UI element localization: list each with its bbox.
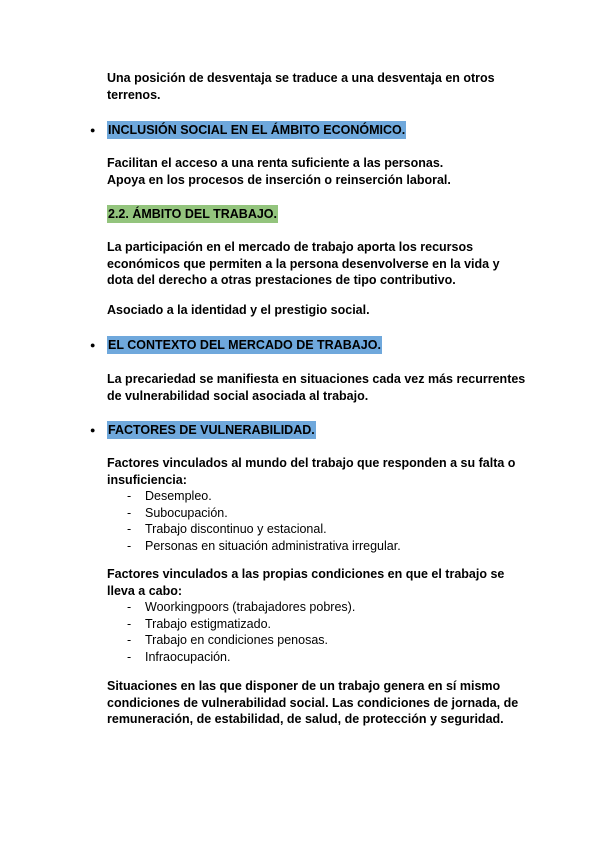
factores-condiciones-intro: Factores vinculados a las propias condiciones en que el trabajo se lleva a cabo: (107, 567, 505, 598)
list-item: - Personas en situación administrativa irregular. (107, 538, 527, 555)
paragraph-renta (107, 155, 527, 188)
heading-text: FACTORES DE VULNERABILIDAD. (108, 423, 315, 437)
heading-factores-vulnerabilidad (90, 421, 316, 439)
paragraph-identidad: Asociado a la identidad y el prestigio social. (107, 303, 370, 317)
factores-trabajo-intro: Factores vinculados al mundo del trabajo que responden a su falta o insuficiencia: (107, 456, 516, 487)
list-item: - Trabajo discontinuo y estacional. (107, 521, 527, 538)
paragraph-participacion: La participación en el mercado de trabajo aporta los recursos económicos que permiten a la persona desenvolverse en la vida y dota del derecho a otras prestaciones de tipo contributivo. (107, 240, 500, 287)
heading-inclusion-social (90, 121, 406, 139)
paragraph-precariedad: La precariedad se manifiesta en situaciones cada vez más recurrentes de vulnerabilidad social asociada al trabajo. (107, 372, 526, 403)
factores-trabajo-section (107, 455, 527, 554)
paragraph-situaciones: Situaciones en las que disponer de un trabajo genera en sí mismo condiciones de vulnerabilidad social. Las condiciones de jornada, de remuneración, de estabilidad, de salud, de protección y seguridad. (107, 679, 519, 726)
paragraph-line: Facilitan el acceso a una renta suficiente a las personas. (107, 156, 444, 170)
paragraph-line: Apoya en los procesos de inserción o reinserción laboral. (107, 172, 451, 187)
list-item: - Subocupación. (107, 505, 527, 522)
bullet-icon: ● (90, 125, 96, 135)
heading-contexto-mercado (90, 336, 382, 354)
factores-trabajo-list (107, 488, 527, 554)
intro-paragraph: Una posición de desventaja se traduce a una desventaja en otros terrenos. (107, 71, 495, 102)
factores-condiciones-list (107, 599, 527, 665)
list-item: - Desempleo. (107, 488, 527, 505)
list-item: - Trabajo estigmatizado. (107, 616, 527, 633)
list-item: - Woorkingpoors (trabajadores pobres). (107, 599, 527, 616)
bullet-icon: ● (90, 340, 96, 350)
bullet-icon: ● (90, 425, 96, 435)
heading-text: EL CONTEXTO DEL MERCADO DE TRABAJO. (108, 338, 381, 352)
subheading-ambito-trabajo: 2.2. ÁMBITO DEL TRABAJO. (108, 207, 278, 221)
factores-condiciones-section (107, 566, 527, 665)
list-item: - Trabajo en condiciones penosas. (107, 632, 527, 649)
list-item: - Infraocupación. (107, 649, 527, 666)
heading-text: INCLUSIÓN SOCIAL EN EL ÁMBITO ECONÓMICO. (108, 123, 406, 137)
